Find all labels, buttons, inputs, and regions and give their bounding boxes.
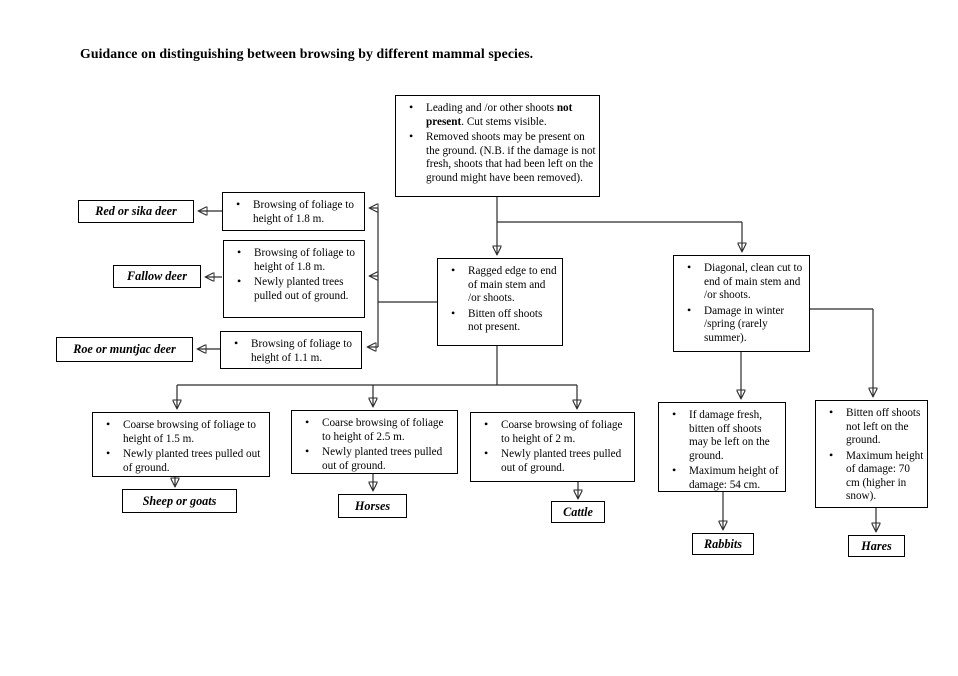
page-title: Guidance on distinguishing between browsing by different mammal species.: [80, 46, 534, 61]
bullet-item: • Removed shoots may be present on the ground. (N.B. if the damage is not fresh, shoots that had been left on the ground might have been removed).: [396, 131, 596, 185]
bullet-item: • Ragged edge to end of main stem and /or shoots.: [438, 265, 559, 306]
bullet-item: • Newly planted trees pulled out of ground.: [471, 448, 631, 475]
bullet-item: • Maximum height of damage: 70 cm (higher in snow).: [816, 450, 924, 504]
node-shoots-not-present: [395, 95, 600, 197]
bullet-item: • Browsing of foliage to height of 1.8 m.: [224, 247, 361, 274]
bullet-item: • Maximum height of damage: 54 cm.: [659, 465, 782, 492]
criteria-hares: [815, 400, 928, 508]
connector-ragged-to-deer-criteria: [368, 208, 437, 347]
criteria-roe-muntjac-deer: [220, 331, 362, 369]
bullet-item: • Damage in winter /spring (rarely summer).: [674, 305, 806, 346]
label-red-sika-deer: Red or sika deer: [78, 200, 194, 223]
criteria-sheep-goats: [92, 412, 270, 477]
bullet-text-bold: not present: [426, 102, 573, 128]
bullet-item: • Bitten off shoots not present.: [438, 308, 559, 335]
criteria-cattle: [470, 412, 635, 482]
bullet-item: • Newly planted trees pulled out of ground.: [292, 446, 454, 473]
connector-top-to-decisions: [497, 197, 742, 254]
bullet-item: • Newly planted trees pulled out of ground.: [224, 276, 361, 303]
bullet-item: • Coarse browsing of foliage to height of 1.5 m.: [93, 419, 266, 446]
label-horses: Horses: [338, 494, 407, 518]
criteria-rabbits: [658, 402, 786, 492]
bullet-item: • Browsing of foliage to height of 1.1 m.: [221, 338, 358, 365]
bullet-text: . Cut stems visible.: [461, 115, 547, 128]
bullet-item: [396, 102, 596, 129]
criteria-horses: [291, 410, 458, 474]
bullet-item: • If damage fresh, bitten off shoots may be left on the ground.: [659, 409, 782, 463]
node-diagonal-cut: [673, 255, 810, 352]
label-rabbits: Rabbits: [692, 533, 754, 555]
node-ragged-edge: [437, 258, 563, 346]
bullet-item: • Bitten off shoots not left on the ground.: [816, 407, 924, 448]
bullet-item: • Browsing of foliage to height of 1.8 m.: [223, 199, 361, 226]
connector-diagonal-to-hares-criteria: [810, 309, 873, 396]
bullet-text: Leading and /or other shoots: [426, 102, 557, 114]
bullet-item: • Diagonal, clean cut to end of main stem and /or shoots.: [674, 262, 806, 303]
label-hares: Hares: [848, 535, 905, 557]
connector-criteria-to-deer-labels: [198, 211, 222, 349]
label-fallow-deer: Fallow deer: [113, 265, 201, 288]
label-roe-muntjac-deer: Roe or muntjac deer: [56, 337, 193, 362]
bullet-item: • Coarse browsing of foliage to height of 2.5 m.: [292, 417, 454, 444]
label-sheep-goats: Sheep or goats: [122, 489, 237, 513]
bullet-item: • Newly planted trees pulled out of ground.: [93, 448, 266, 475]
label-cattle: Cattle: [551, 501, 605, 523]
criteria-fallow-deer: [223, 240, 365, 318]
criteria-red-sika-deer: [222, 192, 365, 231]
bullet-item: • Coarse browsing of foliage to height of 2 m.: [471, 419, 631, 446]
